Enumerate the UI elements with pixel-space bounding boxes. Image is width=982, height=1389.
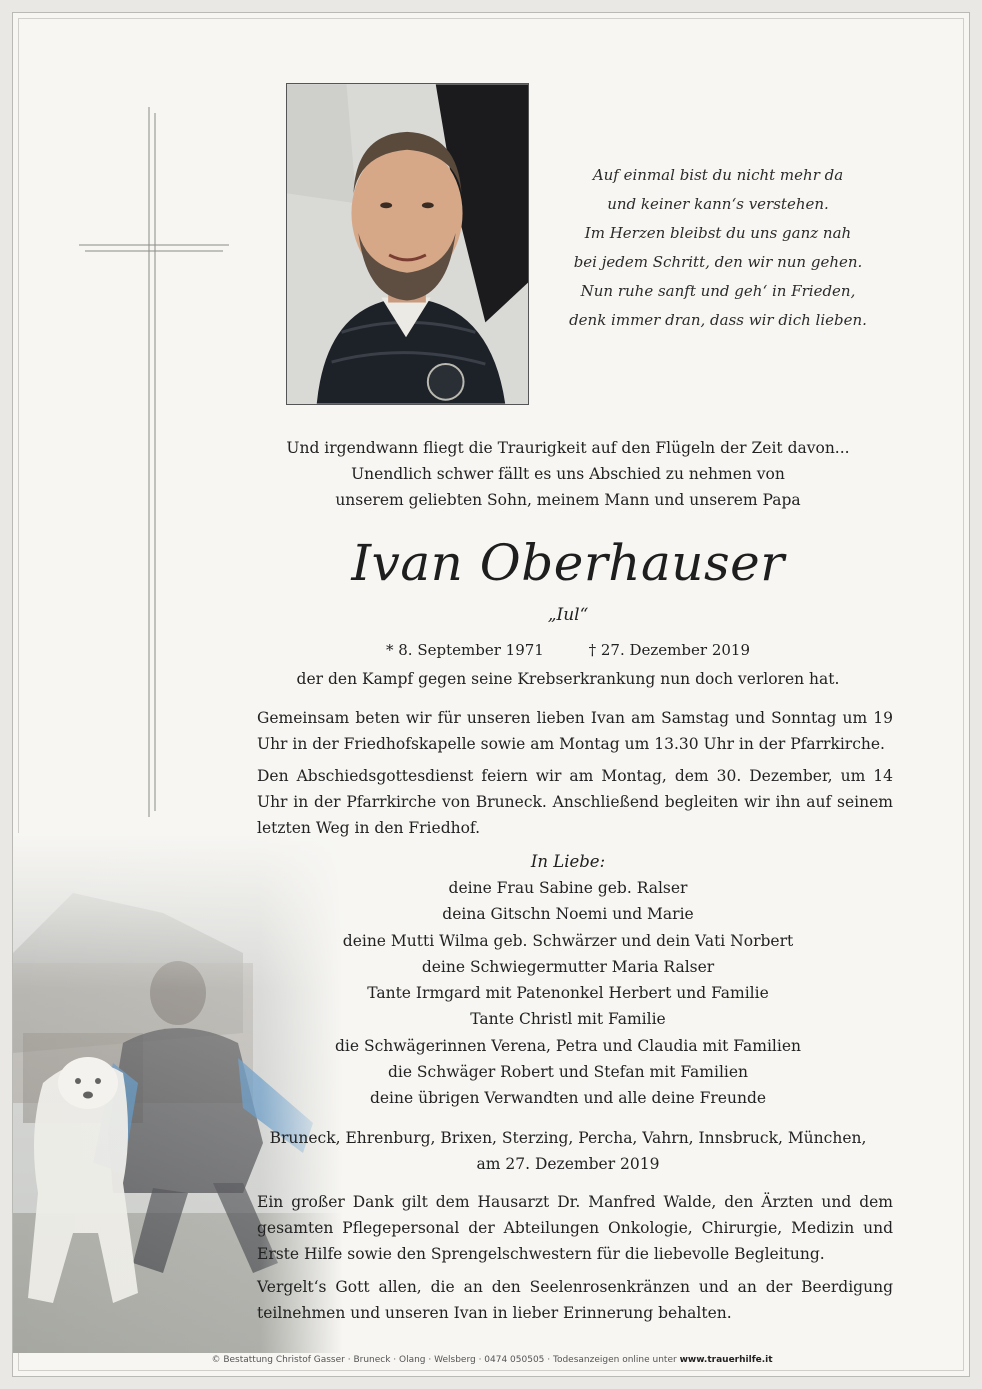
death-date: † 27. Dezember 2019 <box>588 641 750 659</box>
mourner-line: Tante Christl mit Familie <box>470 1010 666 1029</box>
mourner-line: deina Gitschn Noemi und Marie <box>442 905 694 924</box>
place-and-date <box>243 1125 893 1177</box>
mourner-line: Tante Irmgard mit Patenonkel Herbert und Familie <box>367 984 769 1003</box>
poem-line: und keiner kann‘s verstehen. <box>607 195 829 213</box>
birth-date: * 8. September 1971 <box>386 641 544 659</box>
life-dates <box>243 639 893 661</box>
date-line: am 27. Dezember 2019 <box>476 1155 660 1173</box>
funeral-paragraph: Den Abschiedsgottesdienst feiern wir am Montag, dem 30. Dezember, um 14 Uhr in der Pfarrkirche von Bruneck. Anschließend begleiten wir ihn auf seinem letzten Weg in den Friedhof. <box>257 767 893 837</box>
intro-line: Und irgendwann fliegt die Traurigkeit auf den Flügeln der Zeit davon... <box>286 439 850 457</box>
place-line: Bruneck, Ehrenburg, Brixen, Sterzing, Percha, Vahrn, Innsbruck, München, <box>269 1129 867 1147</box>
mourners-title: In Liebe: <box>530 852 606 871</box>
deceased-nickname: „Iul“ <box>547 605 589 625</box>
obituary-sheet <box>12 12 970 1377</box>
intro-line: unserem geliebten Sohn, meinem Mann und unserem Papa <box>335 491 801 509</box>
mourner-line: deine Schwiegermutter Maria Ralser <box>421 957 715 976</box>
portrait-photo <box>286 83 529 405</box>
mourner-line: deine übrigen Verwandten und alle deine Freunde <box>369 1089 767 1108</box>
portrait-illustration <box>287 84 528 404</box>
poem-line: bei jedem Schritt, den wir nun gehen. <box>573 253 863 271</box>
footer <box>13 1355 970 1365</box>
deceased-name: Ivan Oberhauser <box>351 534 785 592</box>
poem-line: Im Herzen bleibst du uns ganz nah <box>584 224 852 242</box>
poem <box>543 161 893 335</box>
footer-link[interactable]: www.trauerhilfe.it <box>679 1355 773 1365</box>
intro-text <box>243 435 893 513</box>
poem-line: Nun ruhe sanft und geh‘ in Frieden, <box>580 282 856 300</box>
poem-line: denk immer dran, dass wir dich lieben. <box>569 311 867 329</box>
mourners-list <box>243 875 893 1112</box>
mourner-line: deine Frau Sabine geb. Ralser <box>448 879 688 897</box>
thanks-paragraph: Ein großer Dank gilt dem Hausarzt Dr. Manfred Walde, den Ärzten und dem gesamten Pflegepersonal der Abteilungen Onkologie, Chirurgie, Medizin und Erste Hilfe sowie den Sprengelschwestern für die liebevolle Begleitung. <box>257 1193 893 1263</box>
fight-text: der den Kampf gegen seine Krebserkrankung nun doch verloren hat. <box>296 670 840 688</box>
footer-text: © Bestattung Christof Gasser · Bruneck · Olang · Welsberg · 0474 050505 · Todesanzeigen online unter <box>211 1355 680 1365</box>
cross-icon <box>79 107 229 817</box>
mourner-line: die Schwägerinnen Verena, Petra und Claudia mit Familien <box>335 1036 801 1055</box>
poem-line: Auf einmal bist du nicht mehr da <box>592 166 844 184</box>
gratitude-paragraph: Vergelt‘s Gott allen, die an den Seelenrosenkränzen und an der Beerdigung teilnehmen und unseren Ivan in lieber Erinnerung behalten. <box>257 1278 893 1322</box>
mourner-line: die Schwäger Robert und Stefan mit Familien <box>387 1063 749 1082</box>
mourner-line: deine Mutti Wilma geb. Schwärzer und dein Vati Norbert <box>342 931 794 950</box>
intro-line: Unendlich schwer fällt es uns Abschied zu nehmen von <box>351 465 785 483</box>
prayer-paragraph: Gemeinsam beten wir für unseren lieben Ivan am Samstag und Sonntag um 19 Uhr in der Friedhofskapelle sowie am Montag um 13.30 Uhr in der Pfarrkirche. <box>257 709 893 753</box>
